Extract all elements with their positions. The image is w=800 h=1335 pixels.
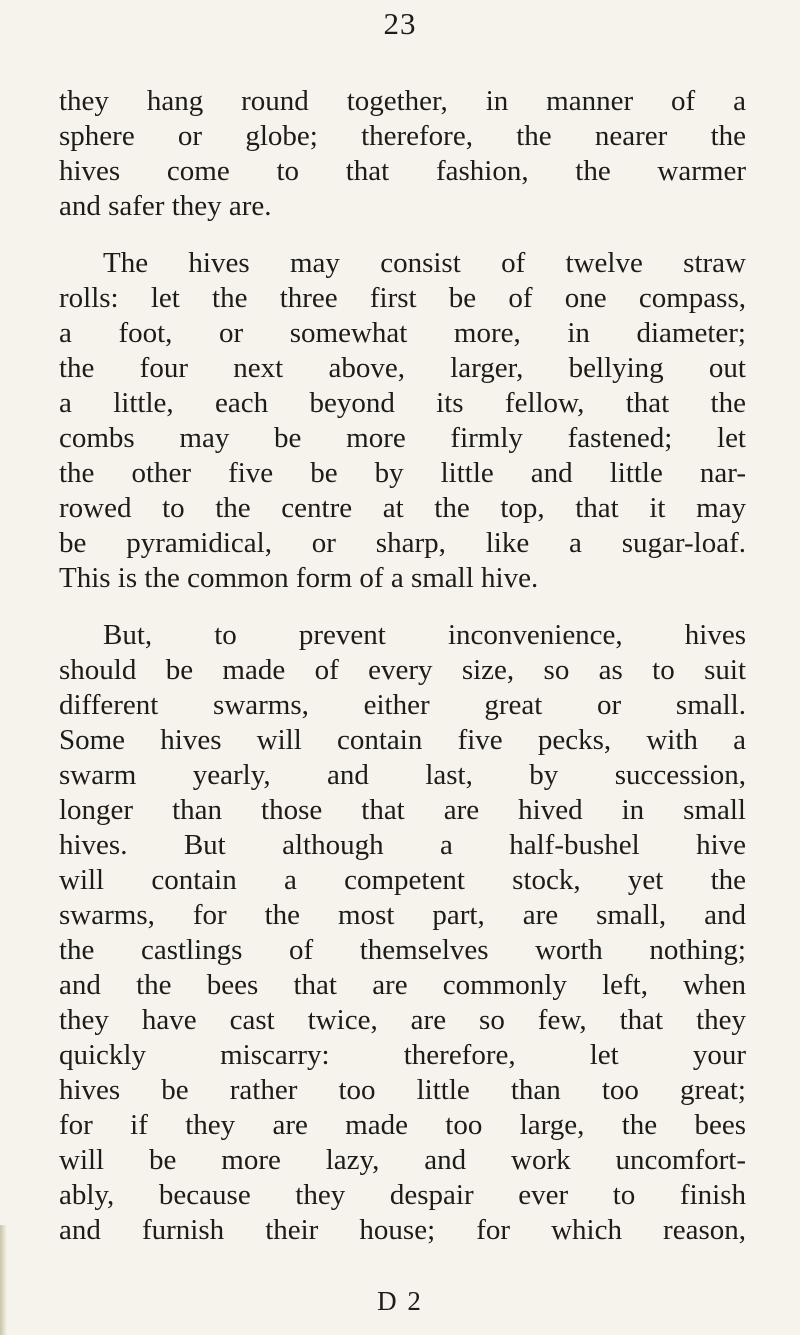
text-line: quickly miscarry: therefore, let your xyxy=(59,1039,746,1071)
text-line: for if they are made too large, the bees xyxy=(59,1109,746,1141)
text-line: and safer they are. xyxy=(59,190,272,222)
body-text xyxy=(59,84,746,1248)
text-line: hives. But although a half-bushel hive xyxy=(59,829,746,861)
page-number: 23 xyxy=(383,6,417,41)
text-line: swarms, for the most part, are small, and xyxy=(59,899,746,931)
text-line: they have cast twice, are so few, that they xyxy=(59,1004,746,1036)
text-line: the four next above, larger, bellying out xyxy=(59,352,746,384)
text-line: longer than those that are hived in small xyxy=(59,794,746,826)
text-line: the castlings of themselves worth nothing; xyxy=(59,934,746,966)
text-line: be pyramidical, or sharp, like a sugar-loaf. xyxy=(59,527,746,559)
text-line: The hives may consist of twelve straw xyxy=(103,247,746,279)
page-edge-shadow xyxy=(0,1225,7,1335)
text-line: different swarms, either great or small. xyxy=(59,689,746,721)
text-line: sphere or globe; therefore, the nearer the xyxy=(59,120,746,152)
text-line: and the bees that are commonly left, when xyxy=(59,969,746,1001)
text-line: But, to prevent inconvenience, hives xyxy=(103,619,746,651)
text-line: will be more lazy, and work uncomfort- xyxy=(59,1144,746,1176)
paragraph-gap xyxy=(59,224,746,246)
text-line: Some hives will contain five pecks, with a xyxy=(59,724,746,756)
text-line: they hang round together, in manner of a xyxy=(59,85,746,117)
text-line: should be made of every size, so as to suit xyxy=(59,654,746,686)
text-line: the other five be by little and little nar- xyxy=(59,457,746,489)
text-line: a little, each beyond its fellow, that the xyxy=(59,387,746,419)
paragraph xyxy=(59,84,746,224)
paragraph xyxy=(59,618,746,1248)
text-line: a foot, or somewhat more, in diameter; xyxy=(59,317,746,349)
text-line: and furnish their house; for which reason, xyxy=(59,1214,746,1246)
text-line: hives come to that fashion, the warmer xyxy=(59,155,746,187)
paragraph xyxy=(59,246,746,596)
text-line: will contain a competent stock, yet the xyxy=(59,864,746,896)
signature-mark: D 2 xyxy=(377,1286,423,1316)
text-line: rolls: let the three first be of one compass, xyxy=(59,282,746,314)
text-line: rowed to the centre at the top, that it may xyxy=(59,492,746,524)
text-line: combs may be more firmly fastened; let xyxy=(59,422,746,454)
text-line: swarm yearly, and last, by succession, xyxy=(59,759,746,791)
text-line: This is the common form of a small hive. xyxy=(59,562,539,594)
paragraph-gap xyxy=(59,596,746,618)
text-line: hives be rather too little than too great; xyxy=(59,1074,746,1106)
text-line: ably, because they despair ever to finish xyxy=(59,1179,746,1211)
